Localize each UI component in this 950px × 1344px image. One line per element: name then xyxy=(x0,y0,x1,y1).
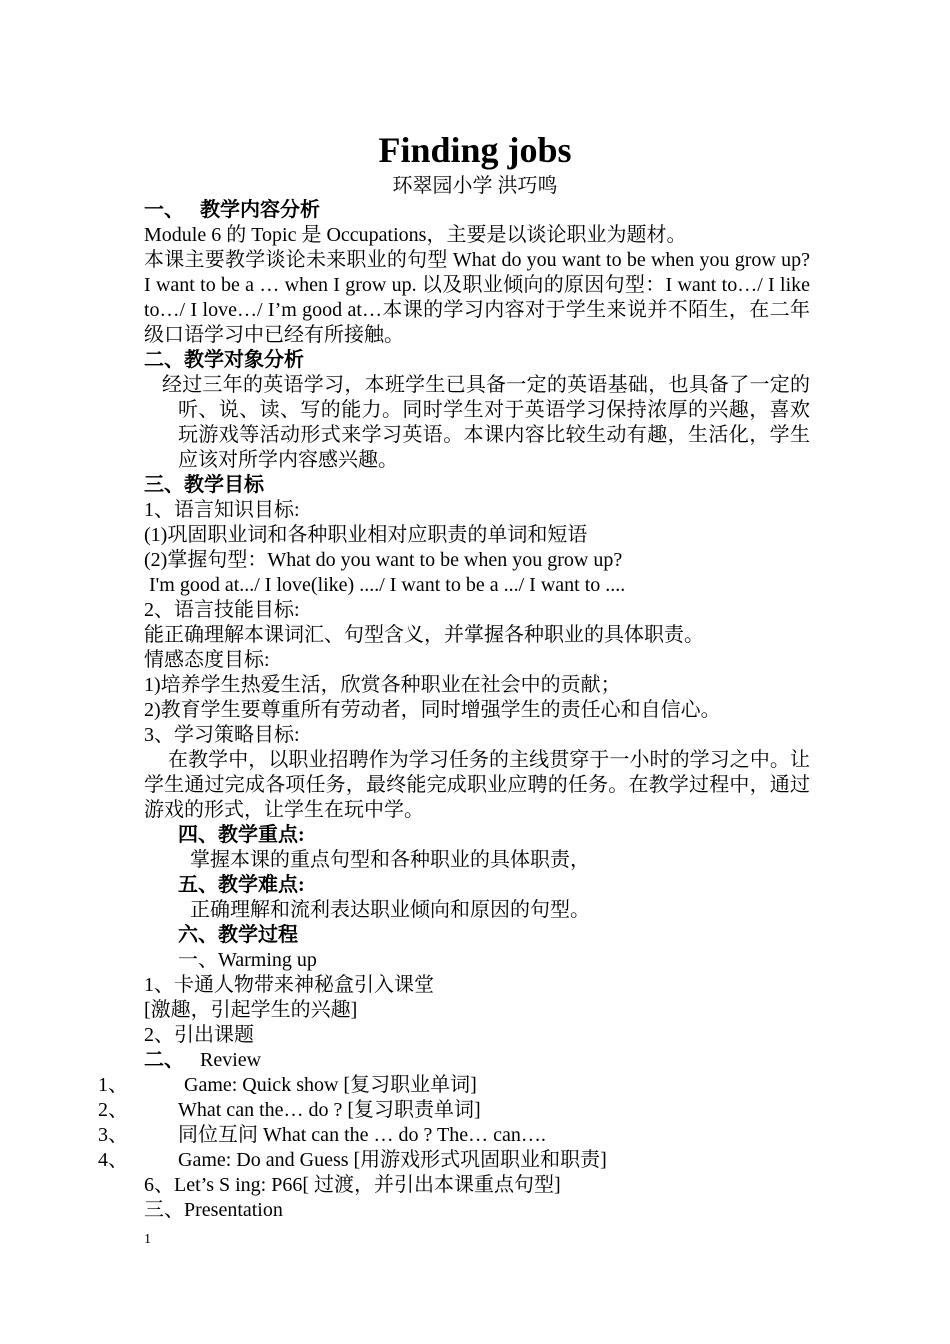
goal-line: 3、学习策略目标: xyxy=(144,724,300,746)
document-body xyxy=(98,198,810,1223)
paragraph: Module 6 的 Topic 是 Occupations，主要是以谈论职业为题材。 xyxy=(144,224,687,246)
document-title: Finding jobs xyxy=(378,130,572,170)
goal-line: 情感态度目标: xyxy=(144,649,270,671)
goal-line: 1)培养学生热爱生活，欣赏各种职业在社会中的贡献； xyxy=(144,674,621,696)
section-heading-student-analysis: 二、教学对象分析 xyxy=(144,349,304,371)
list-item: 3、 同位互问 What can the … do ? The… can…. xyxy=(98,1124,546,1146)
goal-line: 能正确理解本课词汇、句型含义，并掌握各种职业的具体职责。 xyxy=(144,624,704,646)
list-item: 2、 What can the… do ? [复习职责单词] xyxy=(98,1099,481,1121)
section-heading-difficulties: 五、教学难点: xyxy=(178,874,305,896)
paragraph: 经过三年的英语学习，本班学生已具备一定的英语基础，也具备了一定的听、说、读、写的能力。同时学生对于英语学习保持浓厚的兴趣，喜欢玩游戏等活动形式来学习英语。本课内容比较生动有趣，生活化，学生应该对所学内容感兴趣。 xyxy=(162,374,810,471)
section-heading-teaching-goals: 三、教学目标 xyxy=(144,474,264,496)
paragraph: 在教学中，以职业招聘作为学习任务的主线贯穿于一小时的学习之中。让学生通过完成各项任务，最终能完成职业应聘的任务。在教学过程中，通过游戏的形式，让学生在玩中学。 xyxy=(144,749,810,821)
section-heading-key-points: 四、教学重点: xyxy=(178,824,305,846)
goal-line: (1)巩固职业词和各种职业相对应职责的单词和短语 xyxy=(144,524,588,546)
step-heading: 一、Warming up xyxy=(178,949,317,971)
paragraph: 掌握本课的重点句型和各种职业的具体职责， xyxy=(190,849,590,871)
goal-line: 2、语言技能目标: xyxy=(144,599,300,621)
goal-line: (2)掌握句型：What do you want to be when you grow up? xyxy=(144,549,623,571)
paragraph: 本课主要教学谈论未来职业的句型 What do you want to be when you grow up? I want to be a … when I grow up. 以及职业倾向的原因句型：I want to…/ I like to…/ I love…/ I’m good at…本课的学习内容对于学生来说并不陌生，在二年级口语学习中已经有所接触。 xyxy=(144,249,810,346)
step-line: 2、引出课题 xyxy=(144,1024,254,1046)
step-line: [激趣，引起学生的兴趣] xyxy=(144,999,358,1021)
step-line: 1、卡通人物带来神秘盒引入课堂 xyxy=(144,974,434,996)
section-heading-content-analysis: 一、 教学内容分析 xyxy=(144,199,320,221)
step-line: 6、Let’s S ing: P66[ 过渡，并引出本课重点句型] xyxy=(144,1174,561,1196)
goal-line: 2)教育学生要尊重所有劳动者，同时增强学生的责任心和自信心。 xyxy=(144,699,721,721)
goal-line: I'm good at.../ I love(like) ..../ I want to be a .../ I want to .... xyxy=(149,574,626,596)
list-item: 4、 Game: Do and Guess [用游戏形式巩固职业和职责] xyxy=(98,1149,607,1171)
page-number: 1 xyxy=(144,1232,151,1247)
list-item: 1、 Game: Quick show [复习职业单词] xyxy=(98,1074,477,1096)
step-heading: 三、Presentation xyxy=(144,1199,283,1221)
section-heading-teaching-process: 六、教学过程 xyxy=(178,924,298,946)
paragraph: 正确理解和流利表达职业倾向和原因的句型。 xyxy=(190,899,590,921)
author-line: 环翠园小学 洪巧鸣 xyxy=(392,175,558,197)
step-heading: 二、 Review xyxy=(144,1049,262,1071)
goal-line: 1、语言知识目标: xyxy=(144,499,300,521)
